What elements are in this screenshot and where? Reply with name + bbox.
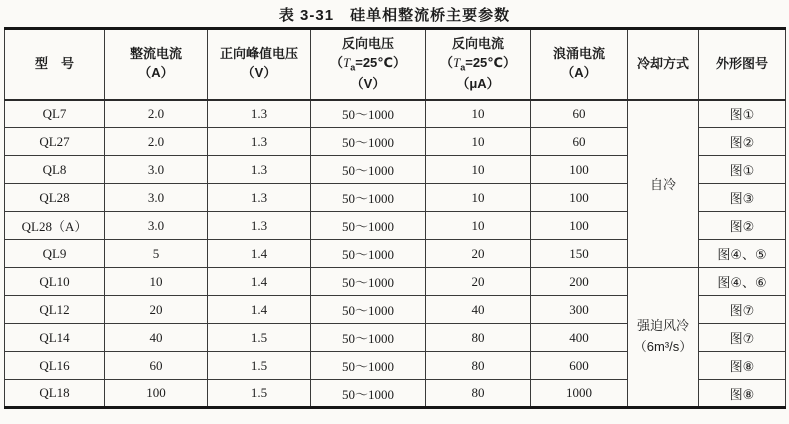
cell-reverse-voltage: 50～1000 — [311, 380, 426, 408]
cell-figure: 图⑦ — [699, 296, 786, 324]
cell-surge-current: 1000 — [531, 380, 628, 408]
table-row — [5, 268, 786, 296]
header-row — [5, 29, 786, 100]
header-reverse-voltage: 反向电压 $(T_a=25℃)$ （V） — [311, 29, 426, 100]
cell-reverse-voltage: 50～1000 — [311, 240, 426, 268]
cell-surge-current: 200 — [531, 268, 628, 296]
cell-surge-current: 600 — [531, 352, 628, 380]
cell-rectified-current: 3.0 — [105, 212, 208, 240]
cell-forward-peak-voltage: 1.5 — [208, 352, 311, 380]
cell-rectified-current: 40 — [105, 324, 208, 352]
cell-rectified-current: 2.0 — [105, 100, 208, 128]
header-reverse-current: 反向电流 $(T_a=25℃)$ （μA） — [426, 29, 531, 100]
cell-model: QL14 — [5, 324, 105, 352]
cell-cooling-forced-air: 强迫风冷 （6m³/s） — [628, 268, 699, 408]
cell-figure: 图③ — [699, 184, 786, 212]
cell-reverse-current: 20 — [426, 240, 531, 268]
cell-figure: 图② — [699, 212, 786, 240]
cell-surge-current: 60 — [531, 100, 628, 128]
cell-figure: 图① — [699, 100, 786, 128]
cell-forward-peak-voltage: 1.5 — [208, 380, 311, 408]
cell-surge-current: 300 — [531, 296, 628, 324]
cell-figure: 图⑦ — [699, 324, 786, 352]
cell-rectified-current: 20 — [105, 296, 208, 324]
cell-model: QL9 — [5, 240, 105, 268]
cell-surge-current: 100 — [531, 156, 628, 184]
cell-figure: 图④、⑥ — [699, 268, 786, 296]
cell-surge-current: 100 — [531, 184, 628, 212]
header-rectified-current: 整流电流 （A） — [105, 29, 208, 100]
cell-forward-peak-voltage: 1.3 — [208, 128, 311, 156]
cell-reverse-voltage: 50～1000 — [311, 324, 426, 352]
cell-reverse-voltage: 50～1000 — [311, 128, 426, 156]
table-title: 表 3-31 硅单相整流桥主要参数 — [278, 7, 511, 24]
cell-model: QL16 — [5, 352, 105, 380]
cell-reverse-current: 10 — [426, 156, 531, 184]
cell-reverse-voltage: 50～1000 — [311, 268, 426, 296]
header-model: 型 号 — [5, 29, 105, 100]
cell-model: QL8 — [5, 156, 105, 184]
cell-model: QL10 — [5, 268, 105, 296]
cell-rectified-current: 10 — [105, 268, 208, 296]
cell-reverse-current: 40 — [426, 296, 531, 324]
cell-model: QL28 — [5, 184, 105, 212]
cell-forward-peak-voltage: 1.5 — [208, 324, 311, 352]
parameters-table — [4, 27, 786, 409]
cell-model: QL7 — [5, 100, 105, 128]
cell-figure: 图④、⑤ — [699, 240, 786, 268]
cell-rectified-current: 5 — [105, 240, 208, 268]
cell-model: QL12 — [5, 296, 105, 324]
cell-figure: 图② — [699, 128, 786, 156]
cell-reverse-voltage: 50～1000 — [311, 100, 426, 128]
cell-figure: 图⑧ — [699, 380, 786, 408]
cell-surge-current: 150 — [531, 240, 628, 268]
header-figure: 外形图号 — [699, 29, 786, 100]
cell-rectified-current: 3.0 — [105, 184, 208, 212]
cell-reverse-voltage: 50～1000 — [311, 212, 426, 240]
cell-reverse-voltage: 50～1000 — [311, 156, 426, 184]
header-surge-current: 浪涌电流 （A） — [531, 29, 628, 100]
cell-reverse-current: 20 — [426, 268, 531, 296]
cell-rectified-current: 100 — [105, 380, 208, 408]
cell-surge-current: 400 — [531, 324, 628, 352]
cell-reverse-current: 10 — [426, 128, 531, 156]
cell-model: QL27 — [5, 128, 105, 156]
cell-reverse-current: 80 — [426, 324, 531, 352]
cell-forward-peak-voltage: 1.3 — [208, 212, 311, 240]
cell-reverse-current: 80 — [426, 352, 531, 380]
cell-model: QL18 — [5, 380, 105, 408]
table-row — [5, 100, 786, 128]
cell-reverse-current: 10 — [426, 184, 531, 212]
cell-forward-peak-voltage: 1.3 — [208, 184, 311, 212]
cell-reverse-current: 10 — [426, 100, 531, 128]
cell-rectified-current: 60 — [105, 352, 208, 380]
cell-forward-peak-voltage: 1.4 — [208, 240, 311, 268]
cell-rectified-current: 3.0 — [105, 156, 208, 184]
cell-surge-current: 100 — [531, 212, 628, 240]
cell-model: QL28（A） — [5, 212, 105, 240]
cell-reverse-voltage: 50～1000 — [311, 352, 426, 380]
cell-forward-peak-voltage: 1.4 — [208, 268, 311, 296]
cell-forward-peak-voltage: 1.4 — [208, 296, 311, 324]
cell-figure: 图⑧ — [699, 352, 786, 380]
cell-reverse-current: 10 — [426, 212, 531, 240]
header-cooling: 冷却方式 — [628, 29, 699, 100]
cell-reverse-voltage: 50～1000 — [311, 296, 426, 324]
cell-cooling-self: 自冷 — [628, 100, 699, 268]
header-forward-peak-voltage: 正向峰值电压 （V） — [208, 29, 311, 100]
cell-reverse-current: 80 — [426, 380, 531, 408]
cell-forward-peak-voltage: 1.3 — [208, 156, 311, 184]
cell-figure: 图① — [699, 156, 786, 184]
cell-rectified-current: 2.0 — [105, 128, 208, 156]
cell-forward-peak-voltage: 1.3 — [208, 100, 311, 128]
cell-reverse-voltage: 50～1000 — [311, 184, 426, 212]
cell-surge-current: 60 — [531, 128, 628, 156]
